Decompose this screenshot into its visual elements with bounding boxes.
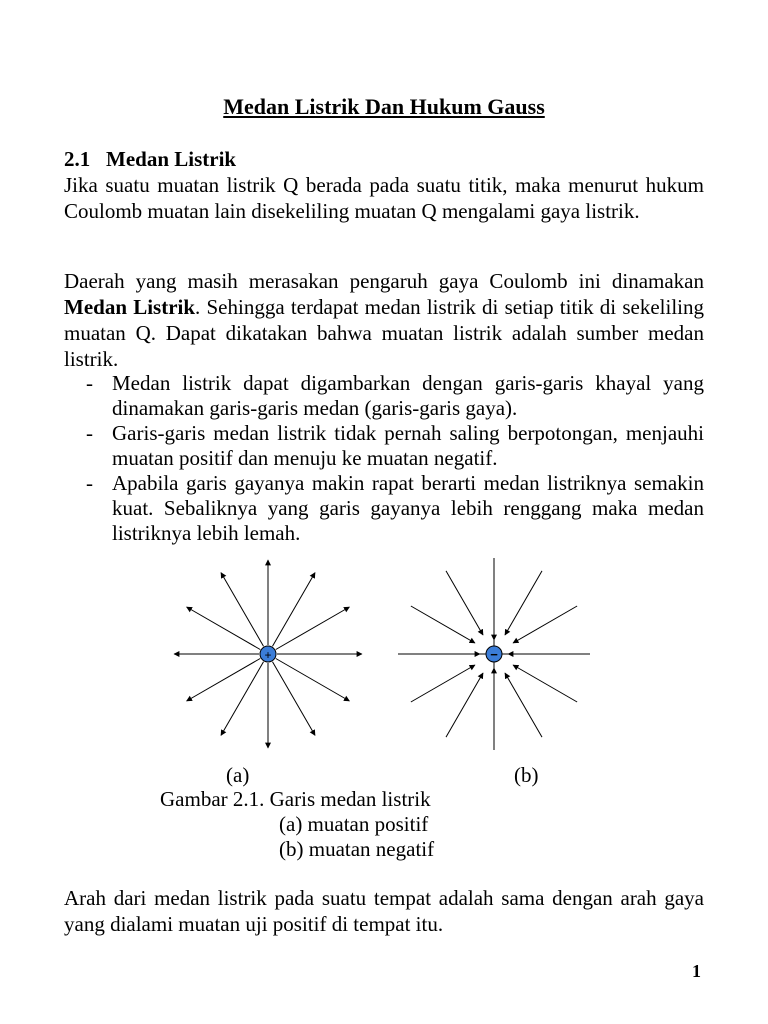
field-line-outward	[273, 662, 316, 736]
bullet-marker: -	[86, 371, 93, 395]
field-line-outward	[221, 573, 264, 647]
page-number: 1	[692, 961, 701, 981]
field-line-outward	[276, 659, 350, 702]
positive-symbol: +	[264, 648, 272, 662]
field-line-inward	[505, 571, 542, 635]
bullet-text: Garis-garis medan listrik tidak pernah saling berpotongan, menjauhi muatan positif dan menuju ke muatan negatif.	[112, 421, 704, 470]
field-lines-diagram	[0, 555, 768, 755]
negative-symbol: −	[490, 647, 498, 662]
paragraph-2	[64, 268, 704, 372]
list-item	[86, 471, 704, 546]
field-line-inward	[446, 673, 483, 737]
field-line-outward	[273, 573, 316, 647]
figure-caption-a: (a) muatan positif	[279, 812, 429, 836]
section-number: 2.1	[64, 147, 91, 171]
paragraph-3: Arah dari medan listrik pada suatu tempat adalah sama dengan arah gaya yang dialami muatan uji positif di tempat itu.	[64, 886, 704, 936]
section-title: Medan Listrik	[106, 147, 237, 171]
field-line-inward	[411, 606, 475, 643]
field-line-inward	[505, 673, 542, 737]
figure-label-b: (b)	[514, 763, 539, 787]
bullet-text: Apabila garis gayanya makin rapat berarti medan listriknya semakin kuat. Sebaliknya yang garis gayanya lebih renggang maka medan listriknya lebih lemah.	[112, 471, 704, 545]
figure-caption: Gambar 2.1. Garis medan listrik	[160, 787, 431, 811]
section-heading	[64, 147, 236, 172]
bullet-marker: -	[86, 421, 93, 445]
field-line-outward	[276, 607, 350, 650]
list-item	[86, 421, 704, 471]
paragraph-2-bold-term: Medan Listrik	[64, 295, 196, 319]
bullet-marker: -	[86, 471, 93, 495]
field-line-outward	[187, 659, 261, 702]
paragraph-2-before: Daerah yang masih merasakan pengaruh gaya Coulomb ini dinamakan	[64, 269, 704, 293]
list-item	[86, 371, 704, 421]
field-line-outward	[187, 607, 261, 650]
paragraph-2-after: . Sehingga terdapat medan listrik di setiap titik di sekeliling muatan Q. Dapat dikatakan bahwa muatan listrik adalah sumber medan listrik.	[64, 295, 704, 371]
field-line-inward	[513, 665, 577, 702]
field-line-inward	[446, 571, 483, 635]
bullet-text: Medan listrik dapat digambarkan dengan garis-garis khayal yang dinamakan garis-garis medan (garis-garis gaya).	[112, 371, 704, 420]
bullet-list	[86, 371, 704, 546]
page-title: Medan Listrik Dan Hukum Gauss	[223, 94, 545, 119]
field-line-outward	[221, 662, 264, 736]
figure-caption-b: (b) muatan negatif	[279, 837, 435, 861]
figure-label-a: (a)	[226, 763, 250, 787]
paragraph-1: Jika suatu muatan listrik Q berada pada suatu titik, maka menurut hukum Coulomb muatan lain disekeliling muatan Q mengalami gaya listrik.	[64, 173, 704, 223]
field-line-inward	[513, 606, 577, 643]
field-line-inward	[411, 665, 475, 702]
